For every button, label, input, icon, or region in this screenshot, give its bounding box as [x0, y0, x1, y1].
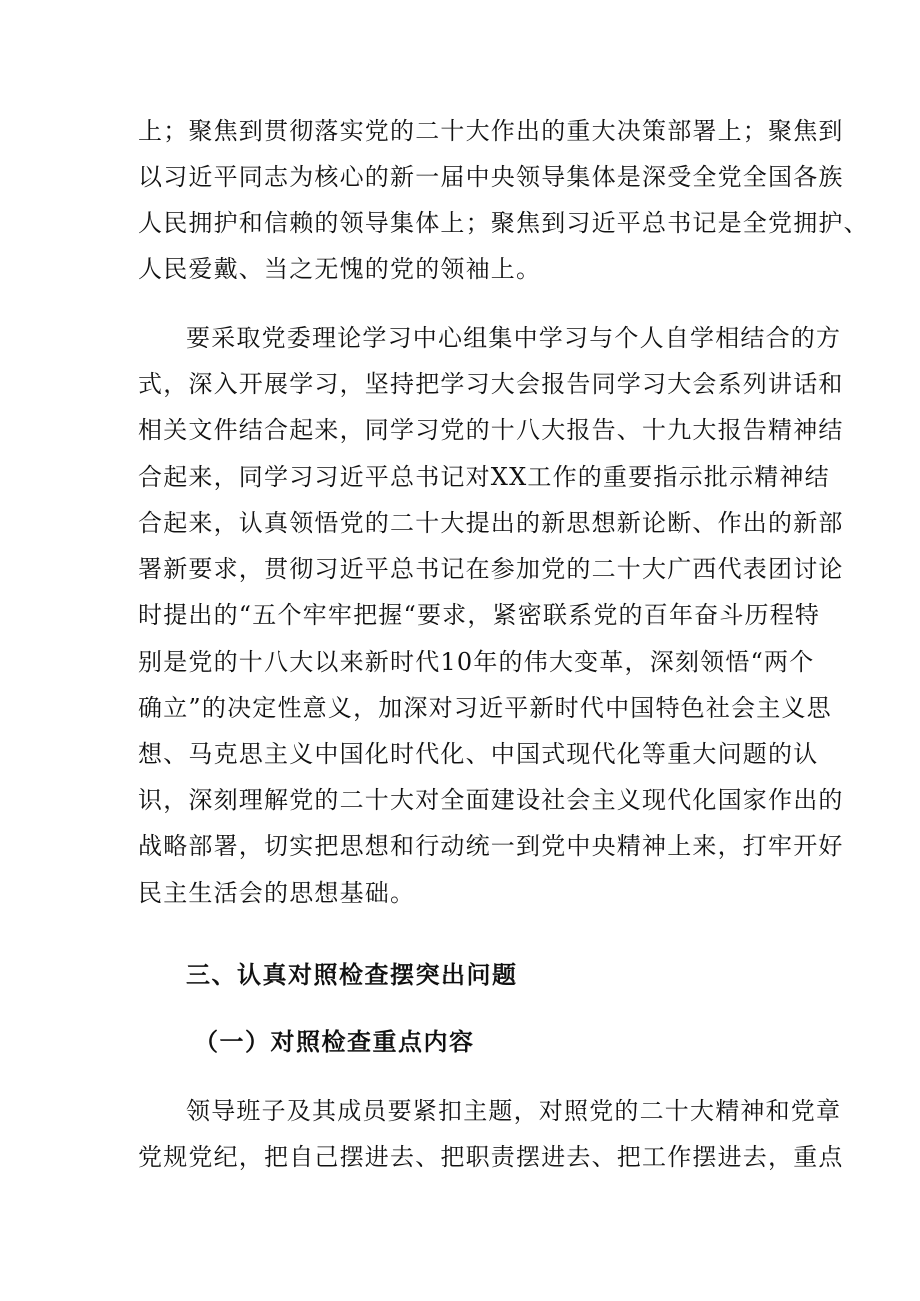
paragraph-line: 识，深刻理解党的二十大对全面建设社会主义现代化国家作出的: [138, 786, 844, 814]
paragraph-line: 署新要求，贯彻习近平总书记在参加党的二十大广西代表团讨论: [138, 555, 844, 583]
paragraph-line: 以习近平同志为核心的新一届中央领导集体是深受全党全国各族: [138, 163, 844, 191]
paragraph-line: 时提出的“五个牢牢把握“要求，紧密联系党的百年奋斗历程特: [138, 601, 821, 629]
paragraph-line: 人民爱戴、当之无愧的党的领袖上。: [138, 255, 542, 283]
paragraph-line: 合起来，同学习习近平总书记对XX工作的重要指示批示精神结: [138, 463, 830, 491]
section-heading: 三、认真对照检查摆突出问题: [186, 960, 518, 989]
paragraph-line: 党规党纪，把自己摆进去、把职责摆进去、把工作摆进去，重点: [138, 1143, 844, 1171]
paragraph-line: 上；聚焦到贯彻落实党的二十大作出的重大决策部署上；聚焦到: [138, 117, 844, 145]
paragraph-line: 确立”的决定性意义，加深对习近平新时代中国特色社会主义思: [138, 694, 832, 722]
paragraph-line: 式，深入开展学习，坚持把学习大会报告同学习大会系列讲话和: [138, 370, 844, 398]
paragraph-line: 人民拥护和信赖的领导集体上；聚焦到习近平总书记是全党拥护、: [138, 209, 869, 237]
paragraph-line: 想、马克思主义中国化时代化、中国式现代化等重大问题的认: [138, 740, 819, 768]
paragraph-line: 民主生活会的思想基础。: [138, 879, 416, 907]
paragraph-line: 领导班子及其成员要紧扣主题，对照党的二十大精神和党章: [186, 1097, 842, 1125]
paragraph-line: 别是党的十八大以来新时代10年的伟大变革，深刻领悟“两个: [138, 648, 815, 676]
paragraph-line: 合起来，认真领悟党的二十大提出的新思想新论断、作出的新部: [138, 509, 844, 537]
paragraph-line: 相关文件结合起来，同学习党的十八大报告、十九大报告精神结: [138, 416, 844, 444]
paragraph-line: 战略部署，切实把思想和行动统一到党中央精神上来，打牢开好: [138, 832, 844, 860]
subsection-heading: （一）对照检查重点内容: [194, 1027, 475, 1056]
paragraph-line: 要采取党委理论学习中心组集中学习与个人自学相结合的方: [186, 324, 842, 352]
